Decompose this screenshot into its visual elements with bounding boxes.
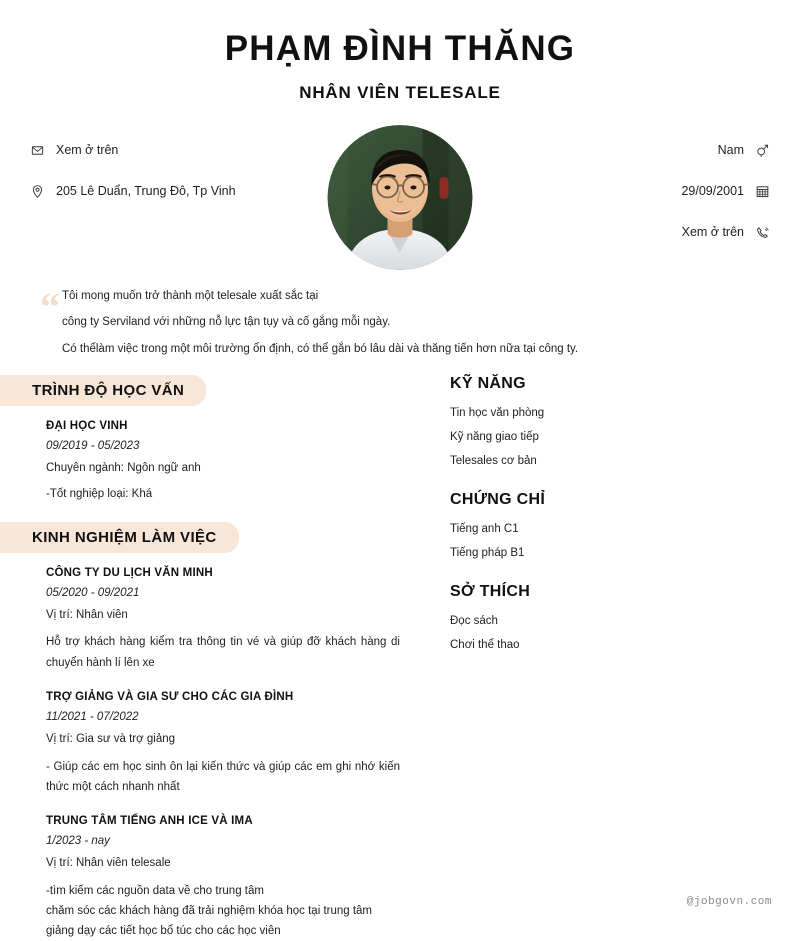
education-heading-row — [0, 375, 440, 420]
section-heading-certificates: CHỨNG CHỈ — [450, 491, 546, 508]
experience-company: TRUNG TÂM TIẾNG ANH ICE VÀ IMA — [46, 814, 253, 827]
right-column — [440, 375, 800, 663]
section-heading-hobbies: SỞ THÍCH — [450, 583, 531, 600]
contact-phone — [520, 225, 770, 240]
page-title: PHẠM ĐÌNH THĂNG — [224, 29, 576, 68]
experience-entry — [0, 815, 440, 941]
left-column — [0, 375, 440, 941]
phone-icon — [755, 225, 770, 240]
experience-description: giảng dạy các tiết học bổ túc cho các học viên — [46, 924, 281, 937]
contact-address-text: 205 Lê Duẩn, Trung Đô, Tp Vinh — [56, 183, 236, 198]
contact-left-column — [30, 125, 280, 225]
contact-phone-text: Xem ở trên — [681, 224, 744, 239]
quote-icon: “ — [40, 283, 60, 329]
cv-body — [0, 375, 800, 941]
education-school: ĐẠI HỌC VINH — [46, 420, 128, 432]
experience-date: 05/2020 - 09/2021 — [46, 586, 140, 599]
contact-email — [30, 143, 280, 158]
contact-email-text: Xem ở trên — [56, 142, 119, 157]
skill-item: Kỹ năng giao tiếp — [450, 431, 539, 443]
section-heading-education: TRÌNH ĐỘ HỌC VẤN — [0, 375, 206, 406]
certificate-item: Tiếng anh C1 — [450, 523, 519, 535]
experience-company: TRỢ GIẢNG VÀ GIA SƯ CHO CÁC GIA ĐÌNH — [46, 690, 294, 703]
envelope-icon — [30, 143, 45, 158]
contact-birthdate-text: 29/09/2001 — [681, 183, 744, 198]
contact-right-column — [520, 125, 770, 266]
job-title: NHÂN VIÊN TELESALE — [299, 82, 501, 102]
experience-entry — [0, 567, 440, 673]
experience-description: - Giúp các em học sinh ôn lại kiến thức và giúp các em ghi nhớ kiến thức một cách nhanh nhất — [46, 760, 400, 793]
calendar-icon — [755, 184, 770, 199]
objective-section — [40, 283, 760, 356]
experience-description: chăm sóc các khách hàng đã trải nghiệm khóa học tại trung tâm — [46, 904, 373, 917]
certificate-item: Tiếng pháp B1 — [450, 547, 525, 559]
experience-company: CÔNG TY DU LỊCH VĂN MINH — [46, 566, 213, 579]
objective-line: Có thểlàm việc trong một môi trường ổn định, có thể gắn bó lâu dài và thăng tiến hơn nữa tại công ty. — [62, 342, 579, 355]
hobby-item: Chơi thể thao — [450, 639, 520, 651]
contact-address — [30, 184, 280, 199]
experience-heading-row — [0, 522, 440, 567]
experience-description: Hỗ trợ khách hàng kiểm tra thông tin vé và giúp đỡ khách hàng di chuyển hành lí lên xe — [46, 636, 400, 669]
skills-section — [450, 375, 800, 467]
experience-position: Vị trí: Nhân viên — [46, 608, 128, 621]
skill-item: Telesales cơ bản — [450, 455, 537, 467]
watermark: @jobgovn.com — [686, 896, 772, 908]
contact-gender-text: Nam — [717, 142, 744, 157]
contact-gender — [520, 143, 770, 158]
contact-band — [0, 125, 800, 275]
location-pin-icon — [30, 184, 45, 199]
section-heading-experience: KINH NGHIỆM LÀM VIỆC — [0, 522, 239, 553]
skill-item: Tin học văn phòng — [450, 407, 545, 419]
avatar — [328, 125, 473, 270]
cv-header — [0, 0, 800, 103]
experience-date: 11/2021 - 07/2022 — [46, 710, 139, 723]
contact-birthdate — [520, 184, 770, 199]
section-heading-skills: KỸ NĂNG — [450, 375, 526, 392]
education-grade: -Tốt nghiệp loại: Khá — [46, 487, 153, 500]
objective-line: Tôi mong muốn trở thành một telesale xuất sắc tại — [62, 289, 319, 302]
experience-description: -tìm kiếm các nguồn data về cho trung tâm — [46, 884, 264, 897]
hobby-item: Đọc sách — [450, 615, 498, 627]
education-major: Chuyên ngành: Ngôn ngữ anh — [46, 462, 201, 474]
objective-line: công ty Serviland với những nỗ lực tận tụy và cố gắng mỗi ngày. — [62, 316, 391, 328]
education-entry — [0, 420, 440, 504]
experience-position: Vị trí: Gia sư và trợ giảng — [46, 732, 176, 745]
hobbies-section — [450, 583, 800, 651]
experience-entry — [0, 691, 440, 797]
experience-position: Vị trí: Nhân viên telesale — [46, 856, 171, 869]
experience-date: 1/2023 - nay — [46, 834, 110, 847]
education-date: 09/2019 - 05/2023 — [46, 440, 140, 452]
gender-icon — [755, 143, 770, 158]
certificates-section — [450, 491, 800, 559]
